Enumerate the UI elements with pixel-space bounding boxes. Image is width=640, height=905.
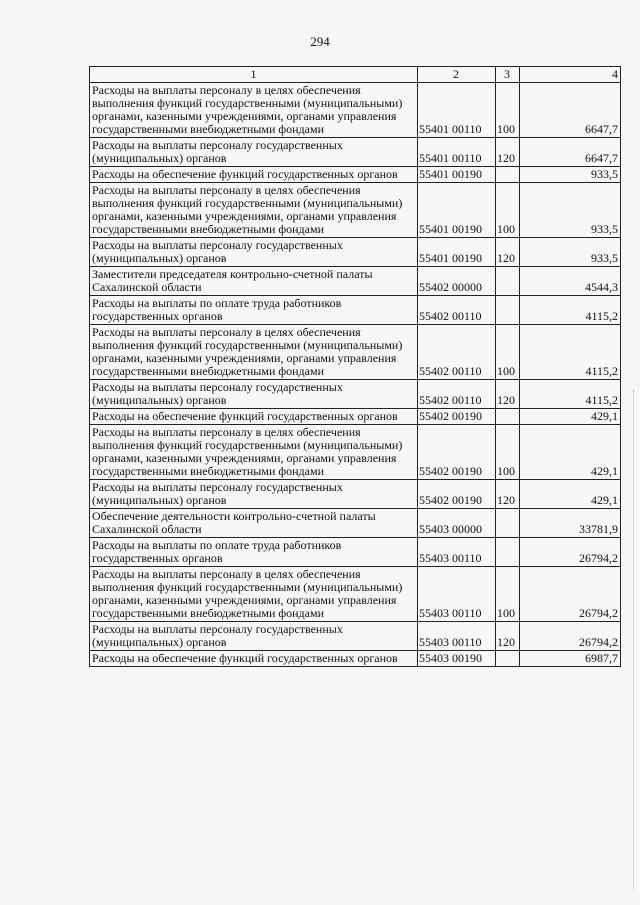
table-row <box>90 380 621 409</box>
row-type: 120 <box>496 238 520 267</box>
row-type <box>496 651 520 667</box>
row-amount: 933,5 <box>520 238 621 267</box>
row-type <box>496 167 520 183</box>
scan-edge-mark <box>632 390 634 890</box>
table-row <box>90 138 621 167</box>
column-header-description: 1 <box>90 67 418 83</box>
row-amount: 4544,3 <box>520 267 621 296</box>
table-row <box>90 651 621 667</box>
row-description: Расходы на обеспечение функций государственных органов <box>90 167 418 183</box>
row-description: Расходы на выплаты персоналу в целях обеспечения выполнения функций государственными (муниципальными) органами, казенными учреждениями, органами управления государственными внебюджетными фондами <box>90 425 418 480</box>
row-amount: 26794,2 <box>520 538 621 567</box>
row-description: Расходы на выплаты по оплате труда работников государственных органов <box>90 538 418 567</box>
row-type <box>496 509 520 538</box>
row-description: Расходы на выплаты персоналу в целях обеспечения выполнения функций государственными (муниципальными) органами, казенными учреждениями, органами управления государственными внебюджетными фондами <box>90 83 418 138</box>
row-code: 55403 00110 <box>418 622 496 651</box>
table-row <box>90 167 621 183</box>
table-row <box>90 83 621 138</box>
row-amount: 429,1 <box>520 480 621 509</box>
row-description: Расходы на обеспечение функций государственных органов <box>90 409 418 425</box>
row-type: 100 <box>496 425 520 480</box>
row-description: Расходы на выплаты персоналу государственных (муниципальных) органов <box>90 380 418 409</box>
row-type: 100 <box>496 567 520 622</box>
row-description: Расходы на выплаты персоналу государственных (муниципальных) органов <box>90 622 418 651</box>
row-code: 55403 00110 <box>418 538 496 567</box>
table-row <box>90 325 621 380</box>
row-code: 55402 00000 <box>418 267 496 296</box>
row-description: Заместители председателя контрольно-счетной палаты Сахалинской области <box>90 267 418 296</box>
column-header-amount: 4 <box>520 67 621 83</box>
row-type: 100 <box>496 83 520 138</box>
row-type <box>496 538 520 567</box>
row-code: 55401 00190 <box>418 183 496 238</box>
table-row <box>90 183 621 238</box>
row-code: 55401 00110 <box>418 138 496 167</box>
row-amount: 6987,7 <box>520 651 621 667</box>
row-amount: 6647,7 <box>520 138 621 167</box>
table-row <box>90 538 621 567</box>
row-description: Расходы на выплаты по оплате труда работников государственных органов <box>90 296 418 325</box>
row-code: 55402 00190 <box>418 409 496 425</box>
row-type: 100 <box>496 325 520 380</box>
table-row <box>90 296 621 325</box>
row-type: 120 <box>496 380 520 409</box>
row-amount: 933,5 <box>520 183 621 238</box>
row-amount: 429,1 <box>520 425 621 480</box>
row-code: 55402 00190 <box>418 425 496 480</box>
row-code: 55402 00110 <box>418 296 496 325</box>
row-type: 120 <box>496 480 520 509</box>
row-description: Расходы на выплаты персоналу в целях обеспечения выполнения функций государственными (муниципальными) органами, казенными учреждениями, органами управления государственными внебюджетными фондами <box>90 567 418 622</box>
row-description: Расходы на выплаты персоналу государственных (муниципальных) органов <box>90 480 418 509</box>
table-row <box>90 567 621 622</box>
row-code: 55402 00110 <box>418 380 496 409</box>
row-description: Расходы на выплаты персоналу в целях обеспечения выполнения функций государственными (муниципальными) органами, казенными учреждениями, органами управления государственными внебюджетными фондами <box>90 183 418 238</box>
row-description: Расходы на обеспечение функций государственных органов <box>90 651 418 667</box>
table-row <box>90 238 621 267</box>
row-amount: 4115,2 <box>520 380 621 409</box>
table-row <box>90 480 621 509</box>
row-amount: 429,1 <box>520 409 621 425</box>
row-description: Расходы на выплаты персоналу государственных (муниципальных) органов <box>90 138 418 167</box>
row-code: 55401 00110 <box>418 83 496 138</box>
row-amount: 4115,2 <box>520 296 621 325</box>
page-number: 294 <box>310 34 330 49</box>
row-code: 55403 00190 <box>418 651 496 667</box>
row-amount: 26794,2 <box>520 567 621 622</box>
table-row <box>90 409 621 425</box>
table-row <box>90 622 621 651</box>
table-header-row <box>90 67 621 83</box>
row-code: 55401 00190 <box>418 238 496 267</box>
row-amount: 4115,2 <box>520 325 621 380</box>
row-amount: 933,5 <box>520 167 621 183</box>
row-amount: 26794,2 <box>520 622 621 651</box>
row-description: Расходы на выплаты персоналу в целях обеспечения выполнения функций государственными (муниципальными) органами, казенными учреждениями, органами управления государственными внебюджетными фондами <box>90 325 418 380</box>
budget-table <box>89 66 621 667</box>
row-code: 55402 00110 <box>418 325 496 380</box>
row-code: 55403 00000 <box>418 509 496 538</box>
row-type <box>496 296 520 325</box>
row-type <box>496 409 520 425</box>
table-row <box>90 509 621 538</box>
row-description: Обеспечение деятельности контрольно-счетной палаты Сахалинской области <box>90 509 418 538</box>
row-type: 100 <box>496 183 520 238</box>
row-code: 55403 00110 <box>418 567 496 622</box>
table-row <box>90 425 621 480</box>
row-code: 55401 00190 <box>418 167 496 183</box>
row-code: 55402 00190 <box>418 480 496 509</box>
row-type <box>496 267 520 296</box>
column-header-type: 3 <box>496 67 520 83</box>
row-amount: 33781,9 <box>520 509 621 538</box>
row-description: Расходы на выплаты персоналу государственных (муниципальных) органов <box>90 238 418 267</box>
row-type: 120 <box>496 138 520 167</box>
column-header-code: 2 <box>418 67 496 83</box>
row-amount: 6647,7 <box>520 83 621 138</box>
table-row <box>90 267 621 296</box>
row-type: 120 <box>496 622 520 651</box>
